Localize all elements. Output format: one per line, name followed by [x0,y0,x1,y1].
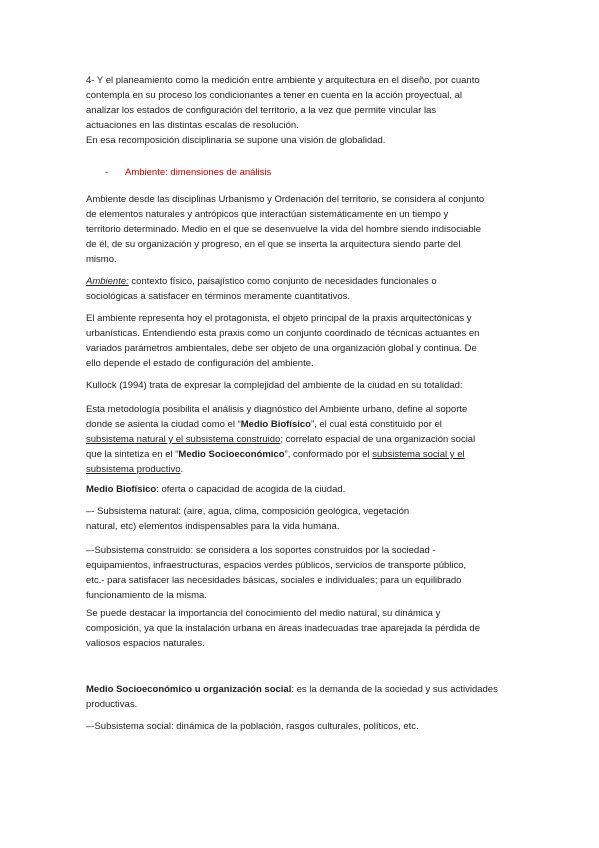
text-span: donde se asienta la ciudad como el “ [86,419,241,430]
bold-term: Medio Biofísico [86,484,157,495]
text-line: contempla en su proceso los condicionantes a tener en cuenta en la acción proyectual, al [86,90,463,101]
text-line: En esa recomposición disciplinaria se supone una visión de globalidad. [86,135,386,146]
text-line: equipamientos, infraestructuras, espacios verdes públicos, servicios de transporte público, [86,560,467,571]
term-label: Ambiente: [86,276,129,287]
text-line: –-Subsistema social: dinámica de la población, rasgos culturales, políticos, etc. [86,721,419,732]
text-line: Se puede destacar la importancia del conocimiento del medio natural, su dinámica y [86,608,441,619]
text-span: : es la demanda de la sociedad y sus actividades [291,684,498,695]
text-span: que la sintetiza en el “ [86,449,179,460]
section-heading [105,165,271,180]
text-line: –-Subsistema construido: se considera a los soportes construidos por la sociedad - [86,545,436,556]
text-line: analizar los estados de configuración del territorio, a la vez que permite vincular las [86,105,437,116]
text-line: urbanísticas. Entendiendo esta praxis como un conjunto coordinado de técnicas actuantes en [86,328,480,339]
item-number: 4- [86,75,97,86]
bold-term: Medio Socioeconómico u organización social [86,684,292,695]
bold-term: Medio Biofísico [240,419,311,430]
text-line [86,682,516,697]
text-line [86,417,516,432]
bold-term: Medio Socioeconómico [178,449,285,460]
text-line [86,73,516,88]
paragraph-subsistema-construido [86,543,516,603]
text-line: de elementos naturales y antrópicos que interactúan sistemáticamente en un tiempo y [86,209,449,220]
text-line: valiosos espacios naturales. [86,638,205,649]
text-line [86,274,516,289]
text-span: . [180,464,184,475]
paragraph-medio-biofisico [86,482,516,497]
text-line: Esta metodología posibilita el análisis y diagnóstico del Ambiente urbano, define al soporte [86,404,468,415]
text-span: Y el planeamiento como la medición entre ambiente y arquitectura en el diseño, por cuanto [96,75,480,86]
paragraph-kullock [86,378,516,393]
paragraph-medio-natural [86,606,516,651]
heading-bullet: - [105,167,109,178]
text-line [86,447,516,462]
text-line: de él, de su organización y progreso, en el que se inserta la arquitectura siendo parte del [86,239,461,250]
paragraph-metodologia [86,402,516,477]
text-line: funcionamiento de la misma. [86,590,207,601]
text-line: mismo. [86,254,117,265]
text-line: territorio determinado. Medio en el que se desenvuelve la vida del hombre siendo indisociable [86,224,482,235]
text-line: Ambiente desde las disciplinas Urbanismo y Ordenación del territorio, se considera al conjunto [86,194,485,205]
paragraph-ambiente-definicion [86,192,516,267]
paragraph-ambiente-term [86,274,516,304]
paragraph-subsistema-social [86,719,516,734]
text-span: : oferta o capacidad de acogida de la ciudad. [156,484,346,495]
text-span: ”, conformado por el [284,449,373,460]
text-line [86,482,516,497]
paragraph-planeamiento [86,73,516,148]
text-line: –- Subsistema natural: (aire, agua, clima, composición geológica, vegetación [86,506,410,517]
text-line: natural, etc) elementos indispensables para la vida humana. [86,521,340,532]
text-line: productivas. [86,699,138,710]
text-line: ello depende el estado de configuración del ambiente. [86,358,314,369]
text-line: sociológicas a satisfacer en términos meramente cuantitativos. [86,291,351,302]
paragraph-protagonista [86,311,516,371]
text-span: contexto físico, paisajístico como conjunto de necesidades funcionales o [128,276,437,287]
text-line: Kullock (1994) trata de expresar la complejidad del ambiente de la ciudad en su totalidad: [86,380,463,391]
text-span: ; correlato espacial de una organización social [280,434,476,445]
underlined-term: subsistema natural y el subsistema construido [86,434,281,445]
underlined-term: subsistema social y el [372,449,465,460]
underlined-term: subsistema productivo [86,464,181,475]
text-line: composición, ya que la instalación urbana en áreas inadecuadas trae aparejada la pérdida de [86,623,480,634]
text-line: actuaciones en las distintas escalas de resolución. [86,120,299,131]
text-line [86,462,516,477]
text-line: variados parámetros ambientales, debe ser objeto de una organización global y continua. De [86,343,477,354]
text-span: ”, el cual está constituido por el [310,419,442,430]
paragraph-medio-socioeconomico [86,682,516,712]
heading-text: Ambiente: dimensiones de análisis [125,167,272,178]
text-line: etc.- para satisfacer las necesidades básicas, sociales e individuales; para un equilibrado [86,575,462,586]
text-line: El ambiente representa hoy el protagonista, el objeto principal de la praxis arquitectónicas y [86,313,472,324]
paragraph-subsistema-natural [86,504,516,534]
text-line [86,432,516,447]
